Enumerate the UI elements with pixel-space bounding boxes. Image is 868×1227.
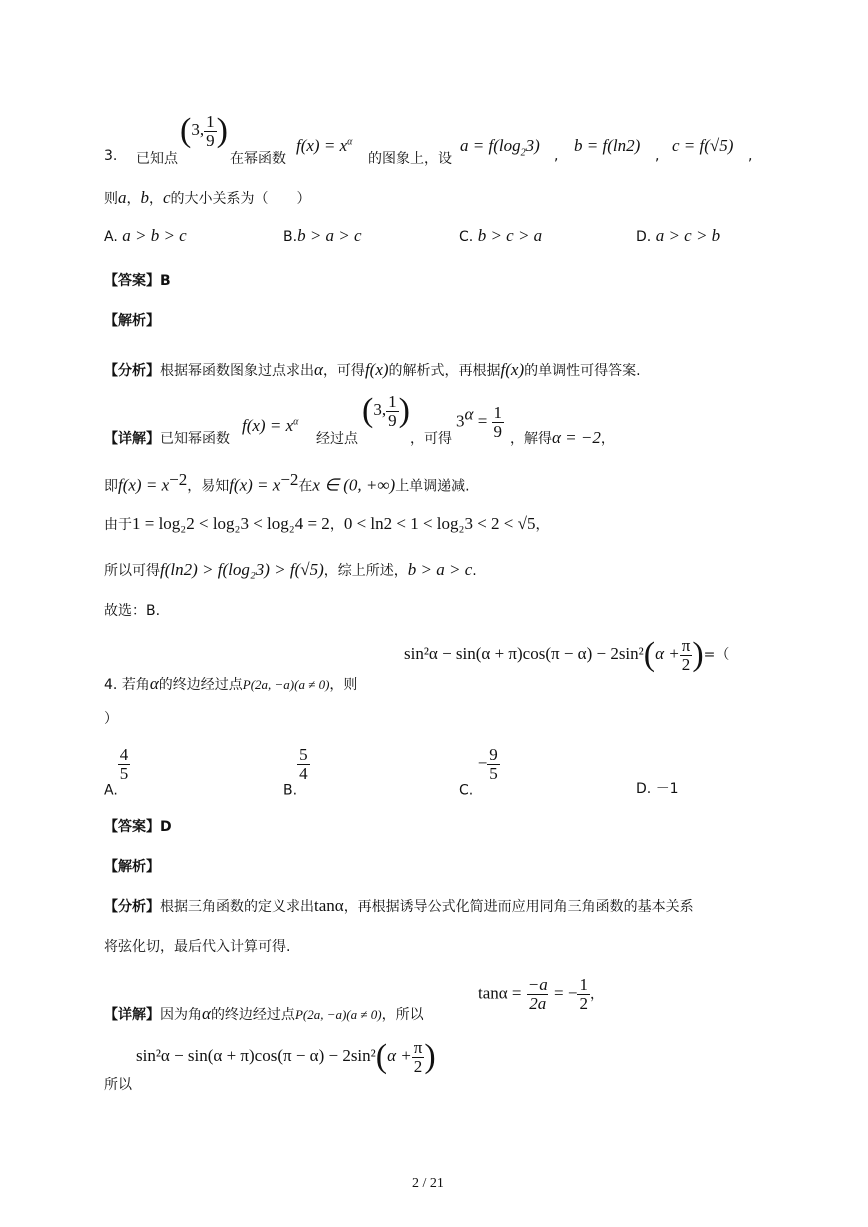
q3-line-l4: 所以可得f(ln2) > f(log₂3) > f(√5)，综上所述，b > a > c. bbox=[104, 560, 477, 579]
q4-last-pre: 所以 bbox=[104, 1077, 132, 1093]
q3-comma3: , bbox=[748, 148, 753, 164]
q3-c-def: c = f(√5) bbox=[672, 136, 734, 155]
q3-option-a[interactable]: A. a > b > c bbox=[104, 226, 187, 245]
q3-comma2: , bbox=[655, 148, 660, 164]
q3-xj-2: 经过点 bbox=[316, 431, 358, 447]
q4-xiangjie: 【详解】因为角α的终边经过点P(2a, −a)(a ≠ 0)，所以 bbox=[104, 1004, 424, 1023]
q3-xj-4: ，解得α = −2， bbox=[510, 428, 615, 447]
q3-option-b[interactable]: B.b > a > c bbox=[283, 226, 362, 245]
q3-point: (3, $\frac{1}{9}$ ) bbox=[180, 111, 228, 150]
q3-line2: 则a，b，c的大小关系为（ ） bbox=[104, 188, 311, 207]
q4-last-expr: sin²α − sin(α + π)cos(π − α) − 2sin²(α + $\frac{\pi}{2}$ ) bbox=[136, 1037, 436, 1076]
q3-line-l3: 由于1 = log₂2 < log₂3 < log₂4 = 2，0 < ln2 < 1 < log₂3 < 2 < √5， bbox=[104, 514, 550, 533]
q3-answer: 【答案】B bbox=[104, 273, 171, 289]
q3-comma1: , bbox=[554, 148, 559, 164]
q4-xj-tan: tanα = $\frac{-a}{2a}$ = − $\frac{1}{2}$ ， bbox=[478, 975, 604, 1013]
q3-fenxi: 【分析】根据幂函数图象过点求出α，可得f(x)的解析式，再根据f(x)的单调性可得答案. bbox=[104, 360, 641, 379]
q4-close: ） bbox=[104, 711, 118, 727]
q4-option-d[interactable]: D. －1 bbox=[636, 781, 679, 797]
q3-mid2: 的图象上，设 bbox=[368, 151, 452, 167]
q3-intro: 已知点 bbox=[136, 151, 178, 167]
q3-xj-func: $f(x) = x^\alpha$ bbox=[242, 416, 299, 435]
q3-xj-pow: $3^\alpha$ = $\frac{1}{9}$ bbox=[456, 403, 503, 441]
q4-stem: 4. 若角α的终边经过点P(2a, −a)(a ≠ 0)，则 bbox=[104, 674, 358, 693]
q3-jiexi: 【解析】 bbox=[104, 313, 160, 329]
page-number: 2 / 21 bbox=[412, 1176, 444, 1191]
q4-option-a[interactable]: A. $\frac{4}{5}$ bbox=[104, 745, 129, 799]
q4-fenxi-line2: 将弦化切，最后代入计算可得. bbox=[104, 939, 291, 955]
q4-jiexi: 【解析】 bbox=[104, 859, 160, 875]
q3-xiangjie: 【详解】已知幂函数 bbox=[104, 431, 230, 447]
q3-xj-point: (3, $\frac{1}{9}$ ) bbox=[362, 391, 410, 430]
q4-answer: 【答案】D bbox=[104, 819, 172, 835]
q3-a-def: $a = f(\log_23)$ bbox=[460, 136, 540, 159]
q3-final: 故选：B. bbox=[104, 603, 161, 619]
q4-expr: sin²α − sin(α + π)cos(π − α) − 2sin²(α + $\frac{\pi}{2}$ )=（ bbox=[404, 635, 730, 674]
q3-number: 3. bbox=[104, 148, 118, 164]
q3-mid1: 在幂函数 bbox=[230, 151, 286, 167]
q3-b-def: b = f(ln2) bbox=[574, 136, 641, 155]
q4-fenxi-line1: 【分析】根据三角函数的定义求出tanα，再根据诱导公式化简进而应用同角三角函数的基本关系 bbox=[104, 896, 694, 915]
q3-xj-3: ，可得 bbox=[410, 431, 452, 447]
q3-option-c[interactable]: C. b > c > a bbox=[459, 226, 543, 245]
q3-line-l2: 即$f(x) = x^{-2}$，易知$f(x) = x^{-2}$在x ∈ (0, +∞)上单调递减. bbox=[104, 470, 470, 495]
q4-option-b[interactable]: B. $\frac{5}{4}$ bbox=[283, 745, 308, 799]
q3-option-d[interactable]: D. a > c > b bbox=[636, 226, 721, 245]
q4-option-c[interactable]: C. − $\frac{9}{5}$ bbox=[459, 745, 498, 799]
q3-func: $f(x) = x^\alpha$ bbox=[296, 136, 353, 155]
